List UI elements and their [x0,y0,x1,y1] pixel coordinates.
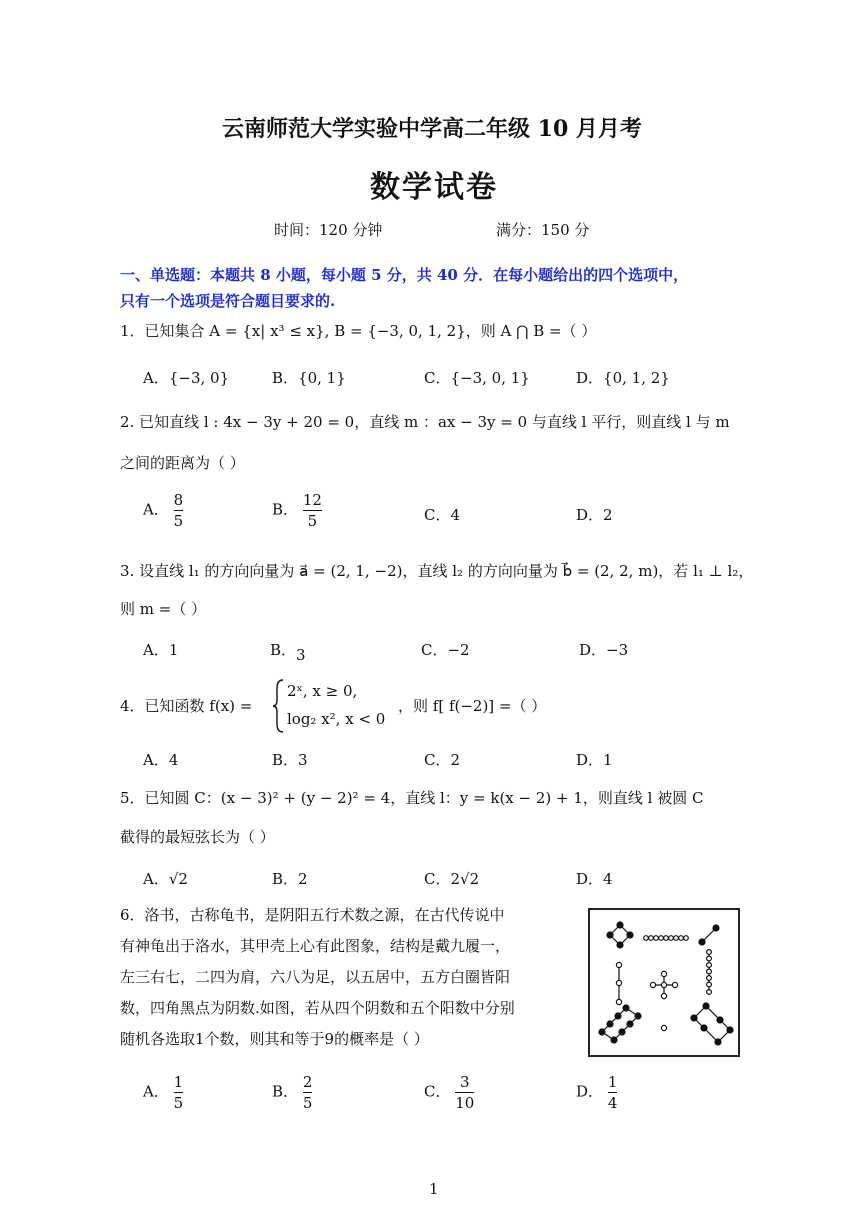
question-6-option-a [143,1072,183,1113]
option-label: A． [143,500,169,519]
question-2-option-b [272,490,322,531]
question-5-option-c: C．2√2 [424,870,480,888]
question-3-stem-line-2: 则 m =（ ） [120,600,207,618]
question-3-stem-line-1: 3. 设直线 l₁ 的方向向量为 a⃗ = (2, 1, −2)，直线 l₂ 的方向向量为 b⃗ = (2, 2, m)，若 l₁ ⊥ l₂， [120,562,754,580]
denominator: 5 [302,1094,313,1112]
question-5-option-b: B．2 [272,870,308,888]
denominator: 5 [307,512,318,530]
option-label: C． [424,1082,451,1101]
question-2-stem-line-1: 2. 已知直线 l : 4x − 3y + 20 = 0，直线 m ：ax − 3y = 0 与直线 l 平行，则直线 l 与 m [120,413,730,431]
denominator: 10 [455,1094,475,1112]
exam-score: 满分：150 分 [496,221,590,239]
question-6-option-d [576,1072,617,1113]
exam-title: 云南师范大学实验中学高二年级 10 月月考 [222,116,642,142]
question-1-option-d: D．{0, 1, 2} [576,369,670,387]
question-4-case-1: 2ˣ, x ≥ 0, [287,682,358,700]
numerator: 1 [173,1073,184,1091]
question-6-stem [120,900,570,1055]
question-5-stem-line-1: 5．已知圆 C：(x − 3)² + (y − 2)² = 4，直线 l：y = k(x − 2) + 1，则直线 l 被圆 C [120,789,704,807]
question-4-option-b: B．3 [272,751,308,769]
question-6-line-1: 6．洛书，古称龟书，是阴阳五行术数之源，在古代传说中 [120,906,505,924]
section-line-1: 一、单选题：本题共 8 小题，每小题 5 分，共 40 分．在每小题给出的四个选项中， [120,266,689,284]
numerator: 2 [302,1073,313,1091]
fraction [174,490,184,531]
fraction [455,1072,474,1113]
piecewise-brace-icon [271,678,285,734]
option-label: B． [270,641,297,659]
question-6-option-c [424,1072,474,1113]
question-6-line-5: 随机各选取1个数，则其和等于9的概率是（ ） [120,1030,429,1048]
numerator: 12 [302,491,322,509]
question-3-option-a: A．1 [143,641,179,659]
question-4-option-c: C．2 [424,751,461,769]
question-4-case-2: log₂ x², x < 0 [287,710,386,728]
option-label: D． [576,1082,604,1101]
question-6-line-3: 左三右七，二四为肩，六八为足，以五居中，五方白圈皆阳 [120,968,511,986]
exam-subtitle: 数学试卷 [370,170,498,205]
fraction [303,1072,313,1113]
numerator: 3 [460,1073,470,1091]
fraction [303,490,322,531]
question-1-option-a: A．{−3, 0} [143,369,230,387]
question-4-stem-post: ，则 f[ f(−2)] =（ ） [398,697,547,715]
question-1-option-c: C．{−3, 0, 1} [424,369,530,387]
question-3-option-c: C．−2 [421,641,470,659]
option-label: B． [272,500,299,519]
question-3-option-b [270,639,306,664]
section-header [120,262,760,314]
option-value: 3 [296,646,306,664]
question-5-option-a: A．√2 [143,870,188,888]
denominator: 4 [607,1094,618,1112]
question-5-stem-line-2: 截得的最短弦长为（ ） [120,828,275,846]
question-2-option-d: D．2 [576,506,613,524]
question-4-option-d: D．1 [576,751,613,769]
option-label: A． [143,1082,169,1101]
luoshu-figure [588,908,740,1057]
denominator: 5 [173,1094,184,1112]
question-2-option-a [143,490,183,531]
question-4-stem-pre: 4．已知函数 f(x) = [120,697,253,715]
question-4-option-a: A．4 [143,751,179,769]
question-2-option-c: C．4 [424,506,461,524]
question-6-option-b [272,1072,312,1113]
denominator: 5 [173,512,184,530]
question-6-line-2: 有神龟出于洛水，其甲壳上心有此图象，结构是戴九履一， [120,937,511,955]
fraction [608,1072,618,1113]
section-line-2: 只有一个选项是符合题目要求的. [120,292,336,310]
numerator: 1 [607,1073,618,1091]
question-2-stem-line-2: 之间的距离为（ ） [120,454,245,472]
fraction [174,1072,184,1113]
option-label: B． [272,1082,299,1101]
question-1-option-b: B．{0, 1} [272,369,346,387]
question-1-stem: 1．已知集合 A = {x| x³ ≤ x}, B = {−3, 0, 1, 2}，则 A ⋂ B =（ ） [120,322,597,340]
question-6-line-4: 数，四角黑点为阴数.如图，若从四个阴数和五个阳数中分别 [120,999,515,1017]
exam-time: 时间：120 分钟 [274,221,383,239]
page-number: 1 [429,1180,439,1198]
question-3-option-d: D．−3 [579,641,629,659]
question-5-option-d: D．4 [576,870,613,888]
numerator: 8 [173,491,184,509]
